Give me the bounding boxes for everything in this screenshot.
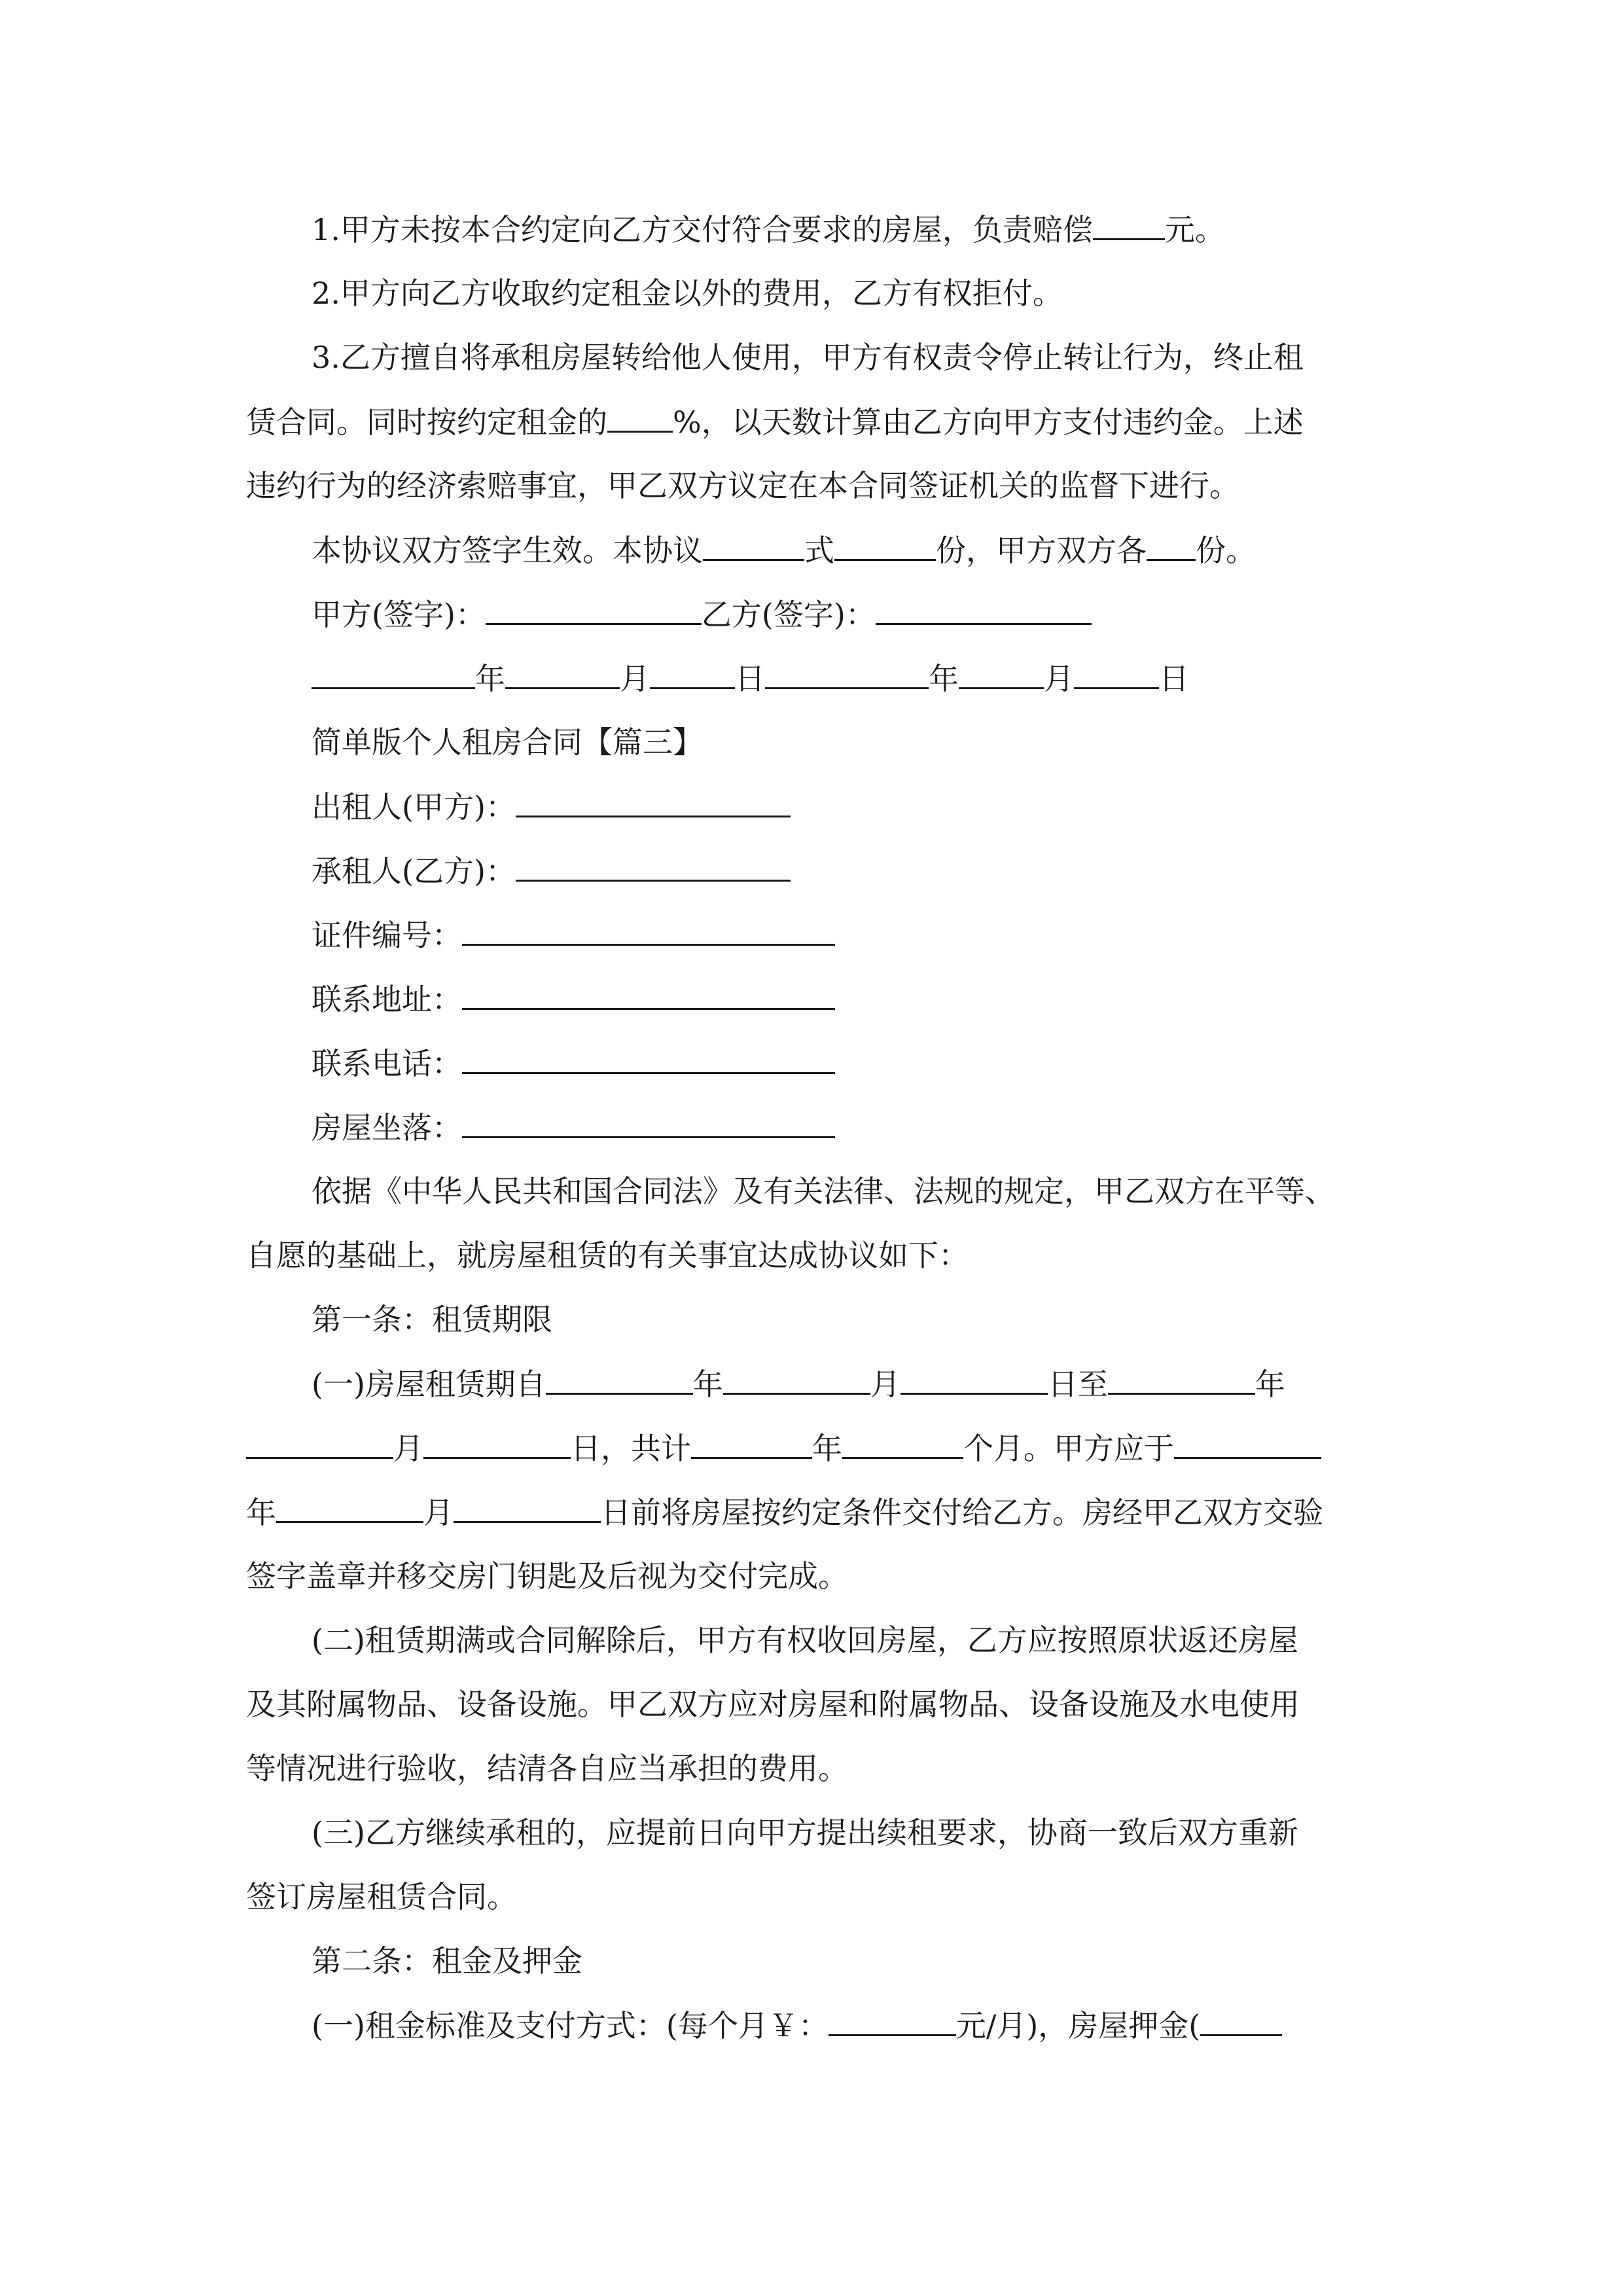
blank-field[interactable] [246, 1428, 393, 1459]
year-field[interactable] [312, 658, 475, 689]
blank-field[interactable] [1093, 209, 1165, 240]
year-field[interactable] [765, 658, 929, 689]
blank-field[interactable] [423, 1428, 571, 1459]
article-1-p2-line-1: (二)租赁期满或合同解除后，甲方有权收回房屋，乙方应按照原状返还房屋 [312, 1623, 1298, 1658]
blank-field[interactable] [834, 530, 936, 561]
deposit-field[interactable] [1200, 2005, 1282, 2036]
party-b-sign-label: 乙方(签字)： [701, 597, 876, 632]
blank-field[interactable] [276, 1492, 423, 1523]
lessee-field-row: 承租人(乙方)： [312, 851, 791, 891]
lessor-field-row: 出租人(甲方)： [312, 787, 791, 827]
blank-field[interactable] [1108, 1364, 1255, 1395]
clause-2: 2.甲方向乙方收取约定租金以外的费用，乙方有权拒付。 [312, 276, 1063, 311]
month-field[interactable] [959, 658, 1044, 689]
property-location-input[interactable] [462, 1107, 835, 1138]
clause-3-line-1: 3.乙方擅自将承租房屋转给他人使用，甲方有权责令停止转让行为，终止租 [312, 340, 1304, 375]
article-1-title: 第一条：租赁期限 [312, 1302, 552, 1337]
date-line: 年 月 日 年 月 日 [312, 658, 1189, 698]
phone-input[interactable] [462, 1043, 835, 1074]
blank-field[interactable] [901, 1364, 1048, 1395]
article-1-p1-line-1: (一)房屋租赁期自 年 月 日至 年 [312, 1364, 1285, 1404]
property-location-row: 房屋坐落： [312, 1107, 835, 1147]
lessee-input[interactable] [516, 851, 791, 882]
rent-amount-field[interactable] [829, 2005, 956, 2036]
preamble-line-1: 依据《中华人民共和国合同法》及有关法律、法规的规定，甲乙双方在平等、 [312, 1174, 1335, 1209]
lessor-input[interactable] [516, 787, 791, 817]
article-1-p2-line-3: 等情况进行验收，结清各自应当承担的费用。 [246, 1751, 848, 1786]
party-a-sign-label: 甲方(签字)： [312, 597, 486, 632]
address-row: 联系地址： [312, 979, 835, 1019]
section-title: 简单版个人租房合同【篇三】 [312, 725, 703, 760]
phone-row: 联系电话： [312, 1043, 835, 1083]
id-number-row: 证件编号： [312, 915, 835, 955]
blank-field[interactable] [842, 1428, 963, 1459]
article-1-p1-line-2: 月 日，共计 年 个月。甲方应于 [246, 1428, 1321, 1468]
clause-3-line-2: 赁合同。同时按约定租金的 %，以天数计算由乙方向甲方支付违约金。上述 [246, 402, 1304, 442]
id-number-input[interactable] [462, 915, 835, 946]
blank-field[interactable] [691, 1428, 812, 1459]
article-2-title: 第二条：租金及押金 [312, 1943, 582, 1979]
party-a-sign-field[interactable] [486, 594, 702, 625]
blank-field[interactable] [607, 402, 673, 433]
article-1-p2-line-2: 及其附属物品、设备设施。甲乙双方应对房屋和附属物品、设备设施及水电使用 [246, 1687, 1300, 1722]
preamble-line-2: 自愿的基础上，就房屋租赁的有关事宜达成协议如下： [246, 1238, 969, 1273]
address-input[interactable] [462, 979, 835, 1010]
month-field[interactable] [505, 658, 620, 689]
article-1-p3-line-1: (三)乙方继续承租的，应提前日向甲方提出续租要求，协商一致后双方重新 [312, 1815, 1298, 1850]
signature-line [312, 594, 1092, 634]
article-2-p1-line-1: (一)租金标准及支付方式：(每个月￥： 元/月)，房屋押金( [312, 2005, 1282, 2045]
blank-field[interactable] [454, 1492, 601, 1523]
article-1-p1-line-3: 年 月 日前将房屋按约定条件交付给乙方。房经甲乙双方交验 [246, 1492, 1323, 1532]
clause-3-line-3: 违约行为的经济索赔事宜，甲乙双方议定在本合同签证机关的监督下进行。 [246, 468, 1240, 503]
effect-line: 本协议双方签字生效。本协议 式 份，甲方双方各 份。 [312, 530, 1256, 570]
party-b-sign-field[interactable] [876, 594, 1092, 625]
blank-field[interactable] [703, 530, 804, 561]
article-1-p3-line-2: 签订房屋租赁合同。 [246, 1879, 517, 1914]
day-field[interactable] [650, 658, 735, 689]
day-field[interactable] [1074, 658, 1159, 689]
blank-field[interactable] [546, 1364, 693, 1395]
article-1-p1-line-4: 签字盖章并移交房门钥匙及后视为交付完成。 [246, 1558, 848, 1594]
blank-field[interactable] [1147, 530, 1196, 561]
clause-1: 1.甲方未按本合约定向乙方交付符合要求的房屋，负责赔偿 元。 [312, 209, 1225, 249]
blank-field[interactable] [723, 1364, 870, 1395]
blank-field[interactable] [1174, 1428, 1321, 1459]
